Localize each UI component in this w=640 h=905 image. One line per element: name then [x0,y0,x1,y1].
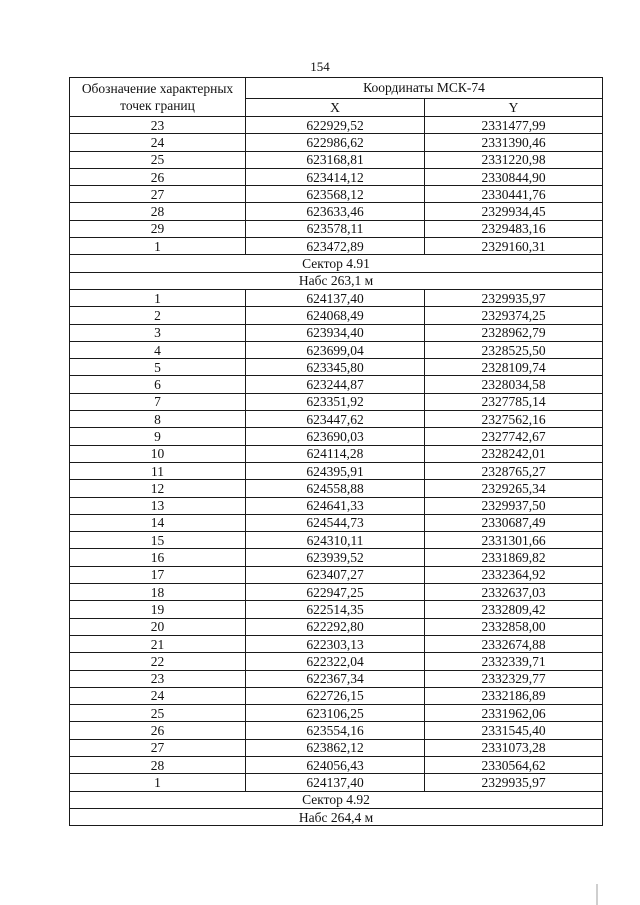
y-coordinate-cell: 2331220,98 [425,151,603,168]
table-row [70,653,603,670]
table-row [70,774,603,791]
table-row [70,584,603,601]
x-coordinate-cell: 623633,46 [246,203,425,220]
x-coordinate-cell: 624544,73 [246,514,425,531]
point-id-cell: 19 [70,601,246,618]
table-row [70,739,603,756]
y-coordinate-cell: 2331477,99 [425,117,603,134]
y-coordinate-cell: 2330687,49 [425,514,603,531]
column-header-x: X [246,98,425,116]
point-id-cell: 4 [70,341,246,358]
table-row [70,722,603,739]
x-coordinate-cell: 622986,62 [246,134,425,151]
y-coordinate-cell: 2331390,46 [425,134,603,151]
table-row [70,341,603,358]
section-label: Сектор 4.92 [70,791,603,808]
y-coordinate-cell: 2327742,67 [425,428,603,445]
point-id-cell: 25 [70,151,246,168]
x-coordinate-cell: 623345,80 [246,359,425,376]
point-id-cell: 24 [70,687,246,704]
x-coordinate-cell: 622322,04 [246,653,425,670]
table-row [70,566,603,583]
table-row [70,393,603,410]
x-coordinate-cell: 622929,52 [246,117,425,134]
column-header-coordinates: Координаты МСК-74 [246,78,603,99]
point-id-cell: 2 [70,307,246,324]
table-row [70,618,603,635]
x-coordinate-cell: 624137,40 [246,289,425,306]
point-id-cell: 27 [70,186,246,203]
table-row [70,307,603,324]
point-id-cell: 27 [70,739,246,756]
table-row [70,497,603,514]
section-label: Сектор 4.91 [70,255,603,272]
point-id-cell: 1 [70,774,246,791]
x-coordinate-cell: 623690,03 [246,428,425,445]
y-coordinate-cell: 2329937,50 [425,497,603,514]
y-coordinate-cell: 2327562,16 [425,411,603,428]
x-coordinate-cell: 622514,35 [246,601,425,618]
point-id-cell: 9 [70,428,246,445]
y-coordinate-cell: 2332329,77 [425,670,603,687]
x-coordinate-cell: 623106,25 [246,705,425,722]
x-coordinate-cell: 623472,89 [246,238,425,255]
section-label: Набс 264,4 м [70,808,603,825]
table-header [70,78,603,117]
x-coordinate-cell: 624641,33 [246,497,425,514]
point-id-cell: 8 [70,411,246,428]
point-id-cell: 1 [70,238,246,255]
point-id-cell: 23 [70,117,246,134]
x-coordinate-cell: 622947,25 [246,584,425,601]
y-coordinate-cell: 2329160,31 [425,238,603,255]
y-coordinate-cell: 2329935,97 [425,774,603,791]
y-coordinate-cell: 2330844,90 [425,168,603,185]
x-coordinate-cell: 622367,34 [246,670,425,687]
x-coordinate-cell: 624310,11 [246,532,425,549]
y-coordinate-cell: 2332339,71 [425,653,603,670]
y-coordinate-cell: 2329935,97 [425,289,603,306]
y-coordinate-cell: 2331073,28 [425,739,603,756]
point-id-cell: 23 [70,670,246,687]
y-coordinate-cell: 2328962,79 [425,324,603,341]
table-row [70,705,603,722]
table-row [70,117,603,134]
y-coordinate-cell: 2328525,50 [425,341,603,358]
y-coordinate-cell: 2329374,25 [425,307,603,324]
x-coordinate-cell: 624395,91 [246,462,425,479]
table-row [70,186,603,203]
x-coordinate-cell: 624137,40 [246,774,425,791]
table-row [70,532,603,549]
table-row [70,462,603,479]
coordinates-table [69,77,603,826]
y-coordinate-cell: 2328034,58 [425,376,603,393]
x-coordinate-cell: 624056,43 [246,756,425,773]
table-row [70,514,603,531]
point-id-cell: 5 [70,359,246,376]
section-row [70,272,603,289]
table-row [70,445,603,462]
x-coordinate-cell: 623568,12 [246,186,425,203]
y-coordinate-cell: 2331962,06 [425,705,603,722]
point-id-cell: 26 [70,722,246,739]
x-coordinate-cell: 624114,28 [246,445,425,462]
x-coordinate-cell: 623414,12 [246,168,425,185]
y-coordinate-cell: 2332858,00 [425,618,603,635]
point-id-cell: 18 [70,584,246,601]
x-coordinate-cell: 623939,52 [246,549,425,566]
section-row [70,808,603,825]
x-coordinate-cell: 622292,80 [246,618,425,635]
x-coordinate-cell: 622303,13 [246,635,425,652]
table-row [70,220,603,237]
x-coordinate-cell: 623554,16 [246,722,425,739]
x-coordinate-cell: 623351,92 [246,393,425,410]
table-row [70,670,603,687]
point-id-cell: 16 [70,549,246,566]
column-header-y: Y [425,98,603,116]
table-row [70,168,603,185]
y-coordinate-cell: 2332637,03 [425,584,603,601]
table-body [70,117,603,826]
table-row [70,238,603,255]
table-row [70,601,603,618]
table-row [70,635,603,652]
y-coordinate-cell: 2332186,89 [425,687,603,704]
table-row [70,203,603,220]
y-coordinate-cell: 2332364,92 [425,566,603,583]
y-coordinate-cell: 2329483,16 [425,220,603,237]
point-id-cell: 28 [70,203,246,220]
x-coordinate-cell: 623407,27 [246,566,425,583]
x-coordinate-cell: 623862,12 [246,739,425,756]
y-coordinate-cell: 2331545,40 [425,722,603,739]
table-row [70,376,603,393]
table-row [70,359,603,376]
point-id-cell: 29 [70,220,246,237]
y-coordinate-cell: 2328242,01 [425,445,603,462]
section-label: Набс 263,1 м [70,272,603,289]
point-id-cell: 21 [70,635,246,652]
table-row [70,480,603,497]
y-coordinate-cell: 2329934,45 [425,203,603,220]
point-id-cell: 3 [70,324,246,341]
y-coordinate-cell: 2330441,76 [425,186,603,203]
y-coordinate-cell: 2330564,62 [425,756,603,773]
point-id-cell: 26 [70,168,246,185]
table-row [70,324,603,341]
y-coordinate-cell: 2331301,66 [425,532,603,549]
section-row [70,791,603,808]
table-row [70,289,603,306]
point-id-cell: 11 [70,462,246,479]
x-coordinate-cell: 623447,62 [246,411,425,428]
y-coordinate-cell: 2329265,34 [425,480,603,497]
point-id-cell: 10 [70,445,246,462]
y-coordinate-cell: 2328765,27 [425,462,603,479]
x-coordinate-cell: 623934,40 [246,324,425,341]
table-row [70,134,603,151]
scan-edge-mark [596,884,598,905]
table-row [70,687,603,704]
x-coordinate-cell: 624068,49 [246,307,425,324]
point-id-cell: 1 [70,289,246,306]
point-id-cell: 7 [70,393,246,410]
y-coordinate-cell: 2332809,42 [425,601,603,618]
x-coordinate-cell: 623578,11 [246,220,425,237]
point-id-cell: 22 [70,653,246,670]
table-row [70,411,603,428]
y-coordinate-cell: 2331869,82 [425,549,603,566]
x-coordinate-cell: 622726,15 [246,687,425,704]
column-header-points: Обозначение характерных точек границ [70,78,246,117]
page-number: 154 [310,59,330,74]
table-row [70,428,603,445]
x-coordinate-cell: 624558,88 [246,480,425,497]
y-coordinate-cell: 2332674,88 [425,635,603,652]
table-row [70,549,603,566]
y-coordinate-cell: 2327785,14 [425,393,603,410]
y-coordinate-cell: 2328109,74 [425,359,603,376]
point-id-cell: 20 [70,618,246,635]
x-coordinate-cell: 623168,81 [246,151,425,168]
x-coordinate-cell: 623244,87 [246,376,425,393]
table-row [70,756,603,773]
point-id-cell: 25 [70,705,246,722]
point-id-cell: 6 [70,376,246,393]
point-id-cell: 28 [70,756,246,773]
x-coordinate-cell: 623699,04 [246,341,425,358]
point-id-cell: 13 [70,497,246,514]
point-id-cell: 15 [70,532,246,549]
point-id-cell: 17 [70,566,246,583]
point-id-cell: 24 [70,134,246,151]
point-id-cell: 14 [70,514,246,531]
table-row [70,151,603,168]
point-id-cell: 12 [70,480,246,497]
section-row [70,255,603,272]
